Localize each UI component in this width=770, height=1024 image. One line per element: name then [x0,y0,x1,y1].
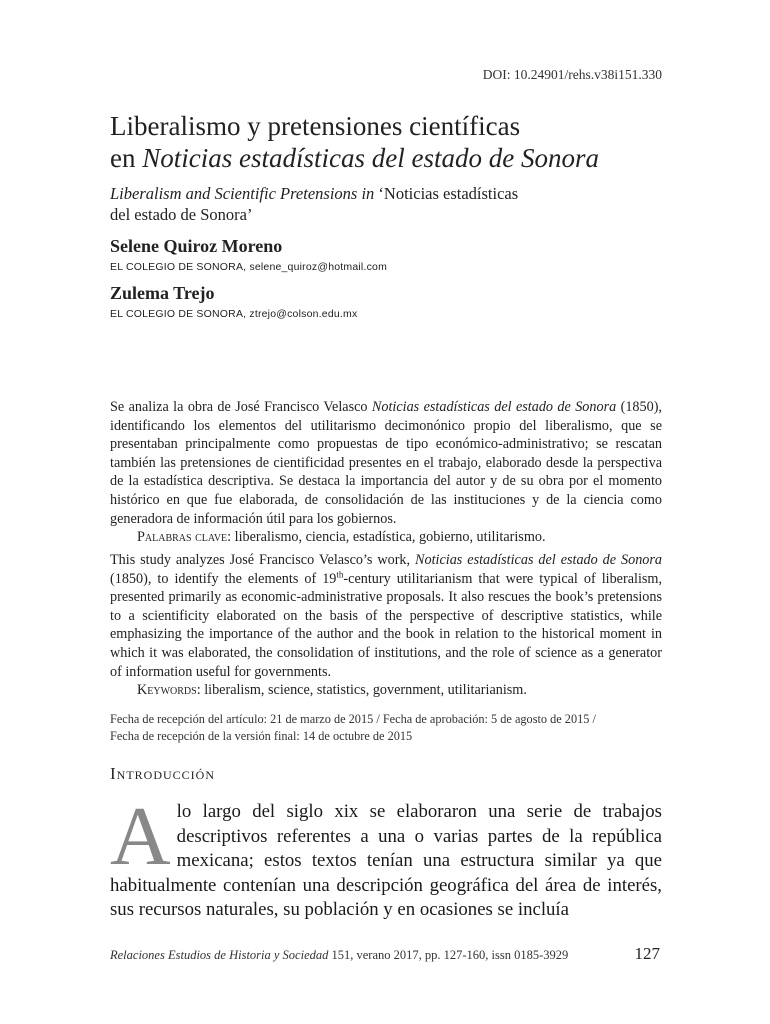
subtitle-rest-2: del estado de Sonora’ [110,205,253,224]
dates-line-1: Fecha de recepción del artículo: 21 de marzo de 2015 / Fecha de aprobación: 5 de agosto de 2015 / [110,712,596,726]
abstract-text: -century utilitarianism that were typical of liberalism, presented primarily as economic-administrative proposals. It also rescues the book’s pretensions to a scientificity elaborated on the basis of the perspective of descriptive statistics, while emphasizing the importance of the author and the book in relation to the historical moment in which it was elaborated, the consolidation of institutions, and the role of science as a generator of information useful for governments. [110,570,662,680]
title-italic: Noticias estadísticas del estado de Sonora [142,143,599,173]
abstract-text: (1850), identificando los elementos del utilitarismo decimonónico propio del liberalismo, que se presentaban principalmente como propuestas de tipo económico-administrativo; se rescatan también las pretensiones de cientificidad presentes en el trabajo, elaborado desde la perspectiva de la estadística descriptiva. Se destaca la importancia del autor y de su obra por el momento histórico en que fue elaborada, de consolidación de las instituciones y de la ciencia como generadora de información útil para los gobiernos. [110,399,662,527]
title-prefix: en [110,143,143,173]
keywords-en [110,681,662,700]
article-title [110,110,670,174]
keywords-text: : liberalism, science, statistics, government, utilitarianism. [196,682,527,699]
keywords-label: Palabras clave [137,529,228,546]
abstract-text: (1850), to identify the elements of 19 [110,570,337,587]
article-subtitle [110,183,630,225]
keywords-text: : liberalismo, ciencia, estadística, gobierno, utilitarismo. [227,529,546,546]
keywords-es [110,528,662,547]
superscript: th [336,568,344,579]
abstract-spanish [110,398,662,547]
doi[interactable]: DOI: 10.24901/rehs.v38i151.330 [482,67,662,82]
abstract-text: Se analiza la obra de José Francisco Velasco [110,399,372,415]
body-text: lo largo del siglo xix se elaboraron una serie de trabajos descriptivos referentes a una o varias partes de la república mexicana; estos textos tenían una estructura similar ya que habitualmente contenían una descripción geográfica del área de interés, sus recursos naturales, su población y en ocasiones se incluía [110,801,662,921]
title-line-2 [110,142,670,174]
journal-info: 151, verano 2017, pp. 127-160, issn 0185-3929 [328,948,569,962]
abstract-italic: Noticias estadísticas del estado de Sonora [415,552,662,568]
author-name: Selene Quiroz Moreno [110,236,283,256]
author-name: Zulema Trejo [110,283,215,303]
section-heading: Introducción [110,764,215,783]
subtitle-italic: Liberalism and Scientific Pretensions in [110,184,375,203]
author-affiliation: EL COLEGIO DE SONORA, ztrejo@colson.edu.mx [110,308,358,320]
page-number: 127 [634,944,660,963]
keywords-label: Keywords [137,682,197,699]
author-affiliation: EL COLEGIO DE SONORA, selene_quiroz@hotmail.com [110,261,388,273]
article-dates [110,711,670,745]
title-line-1: Liberalismo y pretensiones científicas [110,111,521,141]
drop-cap: A [110,790,171,883]
subtitle-rest-1: ‘Noticias estadísticas [374,184,519,203]
journal-name: Relaciones Estudios de Historia y Sociedad [110,948,329,962]
abstract-text: This study analyzes José Francisco Velasco’s work, [110,552,416,568]
abstract-english [110,551,662,700]
abstract-italic: Noticias estadísticas del estado de Sonora [371,399,617,415]
page-footer [110,948,568,963]
dates-line-2: Fecha de recepción de la versión final: 14 de octubre de 2015 [110,729,413,743]
body-paragraph [110,790,662,923]
